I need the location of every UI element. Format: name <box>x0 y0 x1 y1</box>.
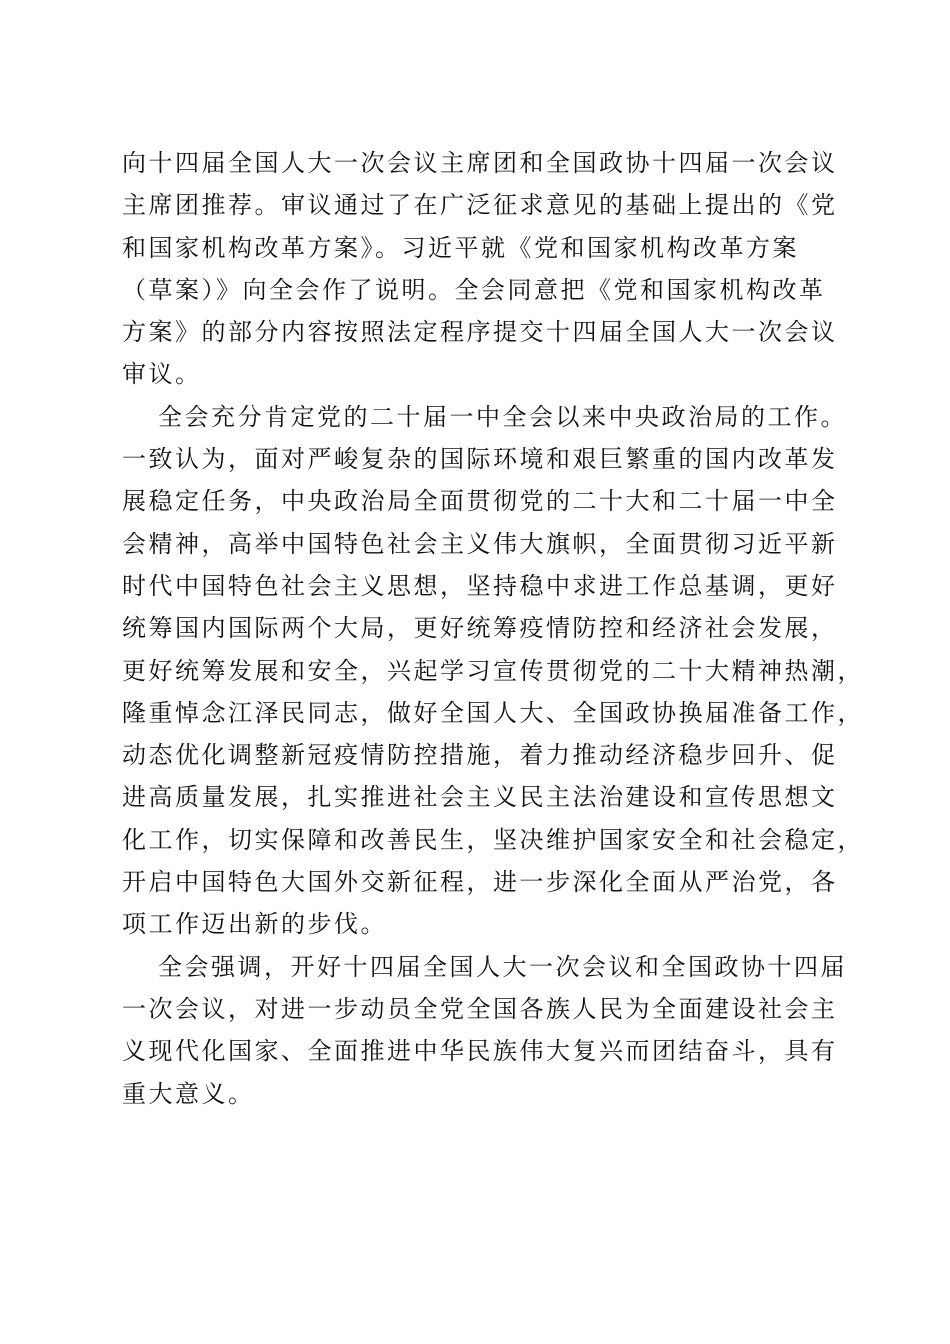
text-line: 审议。 <box>122 360 202 389</box>
text-line: 项工作迈出新的步伐。 <box>122 910 387 939</box>
text-line: 向十四届全国人大一次会议主席团和全国政协十四届一次会议 <box>122 149 838 177</box>
text-line: 会精神，高举中国特色社会主义伟大旗帜，全面贯彻习近平新 <box>122 529 838 558</box>
paragraph <box>122 142 838 396</box>
text-line: 和国家机构改革方案》。习近平就《党和国家机构改革方案 <box>122 233 799 262</box>
text-line: 展稳定任务，中央政治局全面贯彻党的二十大和二十届一中全 <box>122 487 838 516</box>
text-line: 一致认为，面对严峻复杂的国际环境和艰巨繁重的国内改革发 <box>122 445 838 474</box>
text-line: 一次会议，对进一步动员全党全国各族人民为全面建设社会主 <box>122 994 838 1023</box>
text-line: 全会充分肯定党的二十届一中全会以来中央政治局的工作。 <box>158 402 847 431</box>
text-line: 隆重悼念江泽民同志，做好全国人大、全国政协换届准备工作， <box>122 698 864 727</box>
paragraph <box>122 946 847 1115</box>
text-line: 更好统筹发展和安全，兴起学习宣传贯彻党的二十大精神热潮， <box>122 656 864 685</box>
document-body <box>122 142 864 1115</box>
text-line: （草案）》向全会作了说明。全会同意把《党和国家机构改革 <box>122 275 826 304</box>
text-line: 重大意义。 <box>122 1079 255 1108</box>
text-line: 全会强调，开好十四届全国人大一次会议和全国政协十四届 <box>158 952 847 981</box>
text-line: 义现代化国家、全面推进中华民族伟大复兴而团结奋斗，具有 <box>122 1037 838 1066</box>
text-line: 主席团推荐。审议通过了在广泛征求意见的基础上提出的《党 <box>122 191 838 220</box>
text-line: 方案》的部分内容按照法定程序提交十四届全国人大一次会议 <box>122 318 838 347</box>
text-line: 统筹国内国际两个大局，更好统筹疫情防控和经济社会发展， <box>122 614 838 643</box>
text-line: 进高质量发展，扎实推进社会主义民主法治建设和宣传思想文 <box>122 783 838 812</box>
text-line: 动态优化调整新冠疫情防控措施，着力推动经济稳步回升、促 <box>122 741 838 770</box>
text-line: 开启中国特色大国外交新征程，进一步深化全面从严治党，各 <box>122 868 838 897</box>
text-line: 时代中国特色社会主义思想，坚持稳中求进工作总基调，更好 <box>122 571 838 600</box>
text-line: 化工作，切实保障和改善民生，坚决维护国家安全和社会稳定， <box>122 825 864 854</box>
paragraph <box>122 396 864 946</box>
